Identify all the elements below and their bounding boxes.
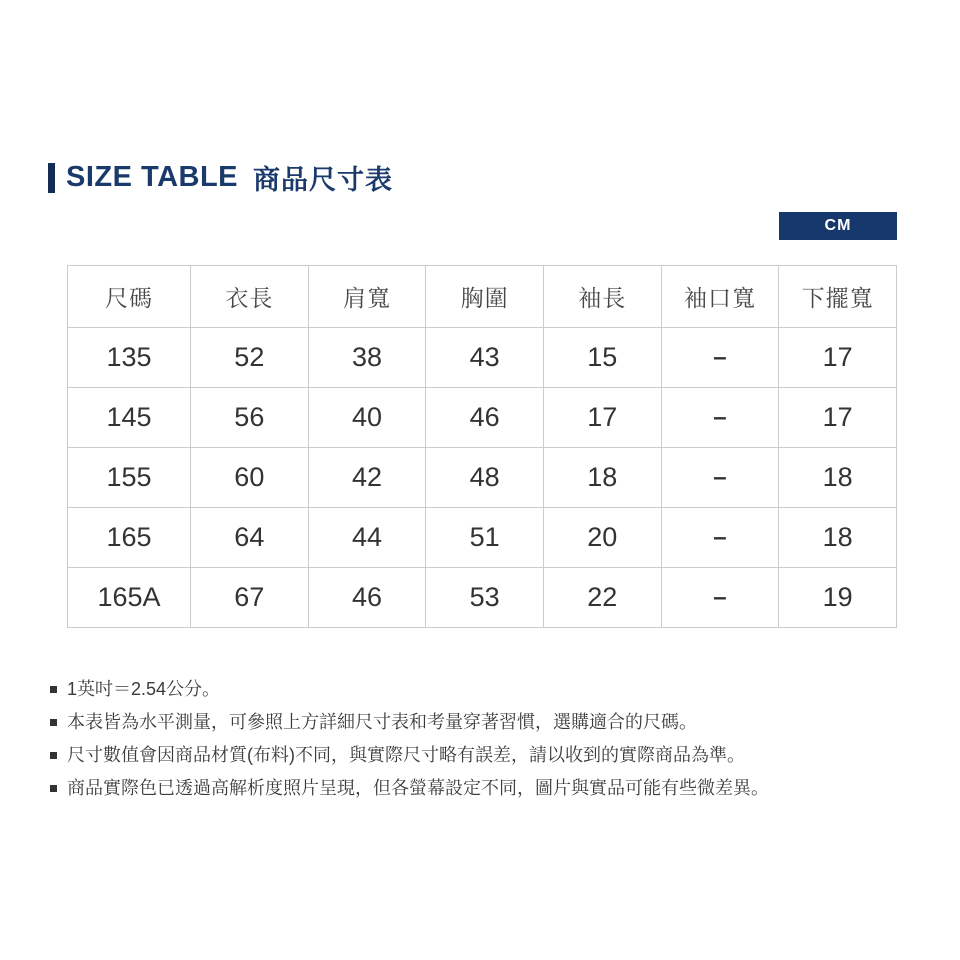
note-item (48, 679, 920, 700)
column-header: 尺碼 (68, 266, 191, 328)
size-table (67, 265, 897, 628)
column-header: 衣長 (191, 266, 309, 328)
notes-list (48, 679, 920, 811)
measurement-cell: 19 (779, 568, 897, 628)
column-header: 肩寬 (308, 266, 426, 328)
measurement-cell: 43 (426, 328, 544, 388)
page-title-en: SIZE TABLE (66, 161, 239, 193)
note-text: 本表皆為水平測量，可參照上方詳細尺寸表和考量穿著習慣，選購適合的尺碼。 (67, 712, 697, 732)
table-row (68, 568, 897, 628)
table-row (68, 448, 897, 508)
column-header: 袖長 (543, 266, 661, 328)
unit-badge: CM (779, 212, 897, 240)
measurement-cell: 15 (543, 328, 661, 388)
measurement-cell: – (661, 388, 779, 448)
measurement-cell: 18 (779, 448, 897, 508)
measurement-cell: 46 (426, 388, 544, 448)
measurement-cell: 18 (543, 448, 661, 508)
note-item (48, 712, 920, 733)
size-label-cell: 165A (68, 568, 191, 628)
measurement-cell: 42 (308, 448, 426, 508)
measurement-cell: 40 (308, 388, 426, 448)
square-bullet-icon (50, 719, 57, 726)
size-table-body (68, 328, 897, 628)
size-table-head-row (68, 266, 897, 328)
square-bullet-icon (50, 785, 57, 792)
measurement-cell: 53 (426, 568, 544, 628)
note-item (48, 778, 920, 799)
note-text: 1英吋＝2.54公分。 (67, 679, 221, 699)
size-label-cell: 165 (68, 508, 191, 568)
measurement-cell: 64 (191, 508, 309, 568)
measurement-cell: 60 (191, 448, 309, 508)
page-title-zh: 商品尺寸表 (253, 165, 394, 195)
measurement-cell: 22 (543, 568, 661, 628)
measurement-cell: 17 (779, 388, 897, 448)
size-label-cell: 155 (68, 448, 191, 508)
table-row (68, 388, 897, 448)
measurement-cell: 67 (191, 568, 309, 628)
measurement-cell: 18 (779, 508, 897, 568)
page-title (48, 158, 393, 197)
measurement-cell: 51 (426, 508, 544, 568)
square-bullet-icon (50, 752, 57, 759)
measurement-cell: 48 (426, 448, 544, 508)
table-row (68, 328, 897, 388)
measurement-cell: – (661, 448, 779, 508)
measurement-cell: 20 (543, 508, 661, 568)
measurement-cell: 38 (308, 328, 426, 388)
measurement-cell: 17 (779, 328, 897, 388)
measurement-cell: – (661, 568, 779, 628)
measurement-cell: 56 (191, 388, 309, 448)
measurement-cell: 44 (308, 508, 426, 568)
note-text: 商品實際色已透過高解析度照片呈現，但各螢幕設定不同，圖片與實品可能有些微差異。 (67, 778, 769, 798)
measurement-cell: 46 (308, 568, 426, 628)
measurement-cell: – (661, 508, 779, 568)
column-header: 袖口寬 (661, 266, 779, 328)
note-text: 尺寸數值會因商品材質(布料)不同，與實際尺寸略有誤差，請以收到的實際商品為準。 (67, 745, 745, 765)
square-bullet-icon (50, 686, 57, 693)
column-header: 下擺寬 (779, 266, 897, 328)
size-table-section (67, 212, 897, 628)
title-accent-bar-icon (48, 163, 55, 193)
size-label-cell: 135 (68, 328, 191, 388)
size-label-cell: 145 (68, 388, 191, 448)
column-header: 胸圍 (426, 266, 544, 328)
measurement-cell: – (661, 328, 779, 388)
measurement-cell: 52 (191, 328, 309, 388)
table-row (68, 508, 897, 568)
note-item (48, 745, 920, 766)
measurement-cell: 17 (543, 388, 661, 448)
